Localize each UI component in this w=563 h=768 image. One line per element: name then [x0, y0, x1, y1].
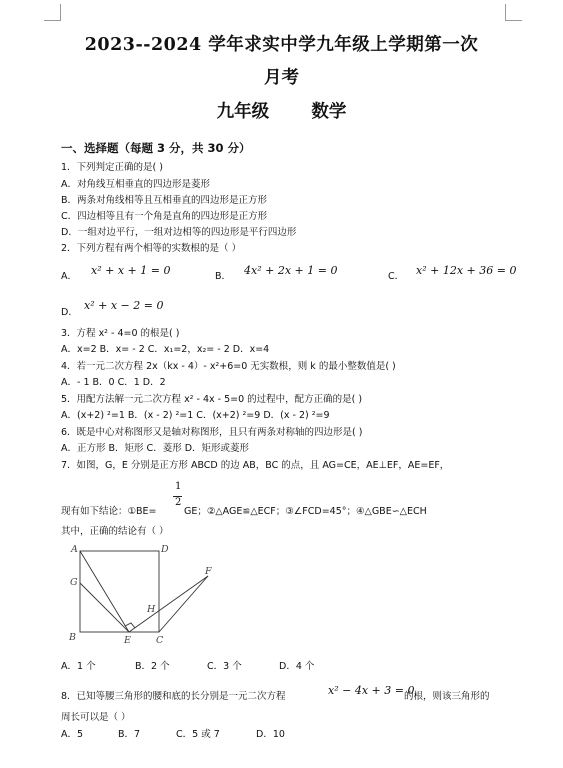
q2-d-equation: x² + x − 2 = 0 [84, 299, 164, 312]
q7-conclusions-start: 现有如下结论：①BE= [61, 506, 157, 517]
q7-ask: 其中，正确的结论有（ ） [61, 526, 169, 537]
q1-option-a: A．对角线互相垂直的四边形是菱形 [61, 179, 210, 190]
q2-a-equation: x² + x + 1 = 0 [91, 264, 171, 277]
subject: 数学 [311, 102, 347, 122]
q8-stem-end: 的根，则该三角形的 [404, 691, 490, 702]
q3-stem: 3．方程 x² - 4=0 的根是( ) [61, 328, 180, 339]
grade: 九年级 [216, 102, 270, 122]
q8-stem-start: 8．已知等腰三角形的腰和底的长分别是一元二次方程 [61, 691, 286, 702]
q7-conclusions: GE；②△AGE≌△ECF；③∠FCD=45°；④△GBE∽△ECH [184, 506, 427, 517]
label-g: G [70, 577, 78, 588]
segment-ef [129, 576, 208, 632]
q2-c-equation: x² + 12x + 36 = 0 [416, 264, 517, 277]
q7-option-b: B．2 个 [135, 661, 170, 672]
q8-option-a: A．5 [61, 729, 84, 740]
segment-cf [159, 576, 208, 632]
q1-option-b: B．两条对角线相等且互相垂直的四边形是正方形 [61, 195, 268, 206]
q4-options: A．- 1 B．0 C．1 D．2 [61, 377, 166, 388]
q7-fraction-numerator: 1 [175, 481, 182, 492]
square-abcd [80, 551, 159, 632]
label-a: A [71, 544, 78, 555]
segment-ae [80, 551, 129, 632]
label-d: D [161, 544, 169, 555]
q7-option-c: C．3 个 [207, 661, 242, 672]
q2-d-label: D． [61, 307, 78, 318]
q8-option-d: D．10 [256, 729, 285, 740]
section-heading: 一、选择题（每题 3 分，共 30 分） [61, 141, 251, 155]
label-e: E [124, 635, 131, 646]
q6-options: A．正方形 B．矩形 C．菱形 D．矩形或菱形 [61, 443, 250, 454]
label-f: F [205, 566, 212, 577]
q1-option-c: C．四边相等且有一个角是直角的四边形是正方形 [61, 211, 268, 222]
q4-stem: 4．若一元二次方程 2x（kx - 4）- x²+6=0 无实数根，则 k 的最小整数值是( ) [61, 361, 396, 372]
label-b: B [69, 632, 76, 643]
label-c: C [156, 635, 164, 646]
q8-option-b: B．7 [118, 729, 141, 740]
q3-options: A．x=2 B．x= - 2 C．x₁=2，x₂= - 2 D．x=4 [61, 344, 270, 355]
q6-stem: 6．既是中心对称图形又是轴对称图形，且只有两条对称轴的四边形是( ) [61, 427, 363, 438]
q7-option-d: D．4 个 [279, 661, 315, 672]
q7-stem: 7．如图，G，E 分别是正方形 ABCD 的边 AB，BC 的点，且 AG=CE，AE⊥EF，AE=EF， [61, 460, 450, 471]
q8-stem-continued: 周长可以是（ ） [61, 712, 131, 723]
q7-option-a: A．1 个 [61, 661, 96, 672]
q5-options: A．(x+2) ²=1 B．(x - 2) ²=1 C．(x+2) ²=9 D．(x - 2) ²=9 [61, 410, 330, 421]
q2-a-label: A． [61, 271, 77, 282]
q2-b-label: B． [215, 271, 232, 282]
q8-equation: x² − 4x + 3 = 0 [328, 684, 415, 697]
q7-fraction-denominator: 2 [175, 497, 182, 508]
exam-title-continued: 月考 [264, 68, 299, 88]
q2-c-label: C． [388, 271, 405, 282]
label-h: H [147, 604, 156, 615]
q8-option-c: C．5 或 7 [176, 729, 220, 740]
q1-stem: 1．下列判定正确的是( ) [61, 162, 163, 173]
q2-stem: 2．下列方程有两个相等的实数根的是（ ） [61, 243, 242, 254]
q2-b-equation: 4x² + 2x + 1 = 0 [244, 264, 338, 277]
q5-stem: 5．用配方法解一元二次方程 x² - 4x - 5=0 的过程中，配方正确的是( ) [61, 394, 363, 405]
segment-ge [80, 583, 129, 632]
exam-title: 2023--2024 学年求实中学九年级上学期第一次 [84, 35, 479, 55]
q1-option-d: D．一组对边平行，一组对边相等的四边形是平行四边形 [61, 227, 297, 238]
